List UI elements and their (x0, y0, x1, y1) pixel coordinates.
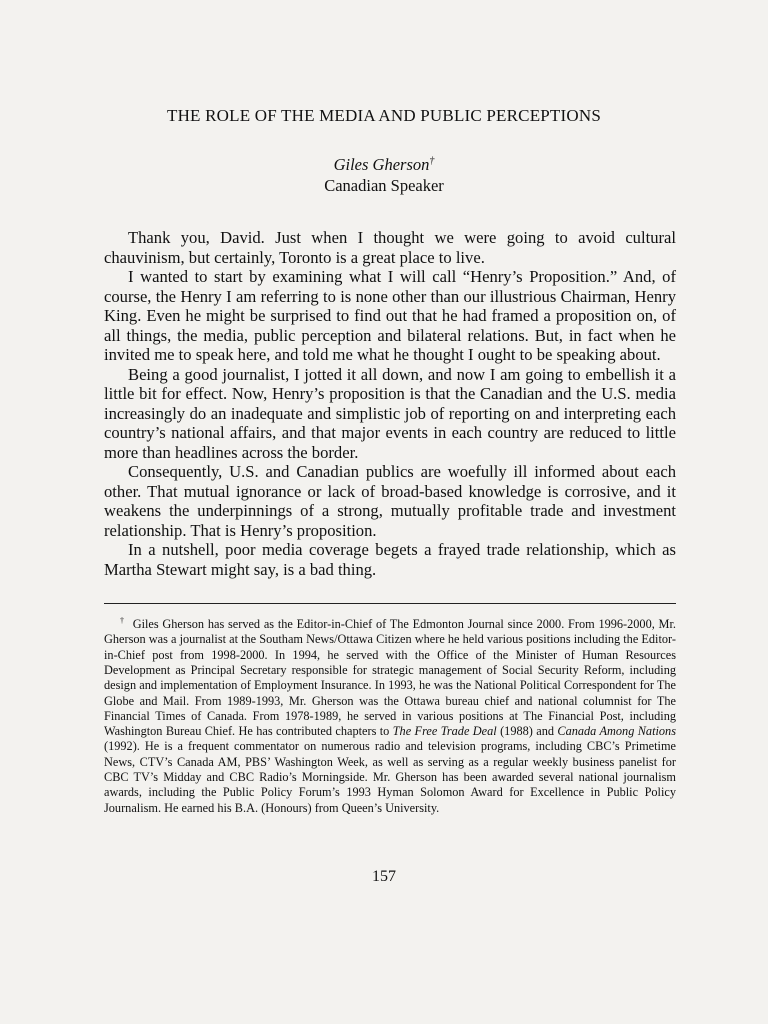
article-body (104, 228, 676, 579)
footnote-mark: † (120, 616, 125, 625)
footnote-divider (104, 603, 676, 604)
footnote-book-title: The Free Trade Deal (392, 724, 497, 739)
author-footnote-mark[interactable]: † (429, 155, 435, 167)
paragraph: Thank you, David. Just when I thought we were going to avoid cultural chauvinism, but certainly, Toronto is a great place to live. (104, 228, 676, 267)
footnote-text: (1992). He is a frequent commentator on numerous radio and television programs, including CBC’s Primetime News, CTV’s Canada AM, PBS’ Washington Week, as well as serving as a regular weekly business panelist for CBC TV’s Midday and CBC Radio’s Morningside. Mr. Gherson has been awarded several national journalism awards, including the Public Policy Forum’s 1993 Hyman Solomon Award for Excellence in Public Policy Journalism. He earned his B.A. (Honours) from Queen’s University. (104, 739, 676, 815)
page-number: 157 (372, 868, 396, 885)
article-title: THE ROLE OF THE MEDIA AND PUBLIC PERCEPTIONS (167, 106, 601, 125)
author-affiliation: Canadian Speaker (324, 176, 444, 195)
footnote-text: Giles Gherson has served as the Editor-in-Chief of The Edmonton Journal since 2000. From 1996-2000, Mr. Gherson was a journalist at the Southam News/Ottawa Citizen where he held various positions including the Editor-in-Chief post from 1998-2000. In 1994, he served with the Office of the Minister of Human Resources Development as Principal Secretary responsible for strategic management of Social Security Reform, including design and implementation of Employment Insurance. In 1993, he was the National Political Correspondent for The Globe and Mail. From 1989-1993, Mr. Gherson was the Ottawa bureau chief and national columnist for The Financial Times of Canada. From 1978-1989, he served in various positions at The Financial Post, including Washington Bureau Chief. He has contributed chapters to (104, 617, 676, 739)
author-name (0, 155, 768, 175)
paragraph: In a nutshell, poor media coverage begets a frayed trade relationship, which as Martha Stewart might say, is a bad thing. (104, 540, 676, 579)
paragraph: Being a good journalist, I jotted it all down, and now I am going to embellish it a little bit for effect. Now, Henry’s proposition is that the Canadian and the U.S. media increasingly do an inadequate and simplistic job of reporting on and interpreting each country’s national affairs, and that major events in each country are reduced to little more than headlines across the border. (104, 364, 676, 462)
paragraph: I wanted to start by examining what I will call “Henry’s Proposition.” And, of course, the Henry I am referring to is none other than our illustrious Chairman, Henry King. Even he might be surprised to find out that he had framed a proposition on, of all things, the media, public perception and bilateral relations. But, in fact when he invited me to speak here, and told me what he thought I ought to be speaking about. (104, 267, 676, 364)
paragraph: Consequently, U.S. and Canadian publics are woefully ill informed about each other. That mutual ignorance or lack of broad-based knowledge is corrosive, and it weakens the underpinnings of a strong, mutually profitable trade and investment relationship. That is Henry’s proposition. (104, 462, 676, 540)
author-name-text: Giles Gherson (333, 155, 430, 174)
footnote-text: (1988) and (496, 724, 558, 739)
footnote-book-title: Canada Among Nations (557, 724, 676, 739)
author-footnote (104, 613, 676, 816)
